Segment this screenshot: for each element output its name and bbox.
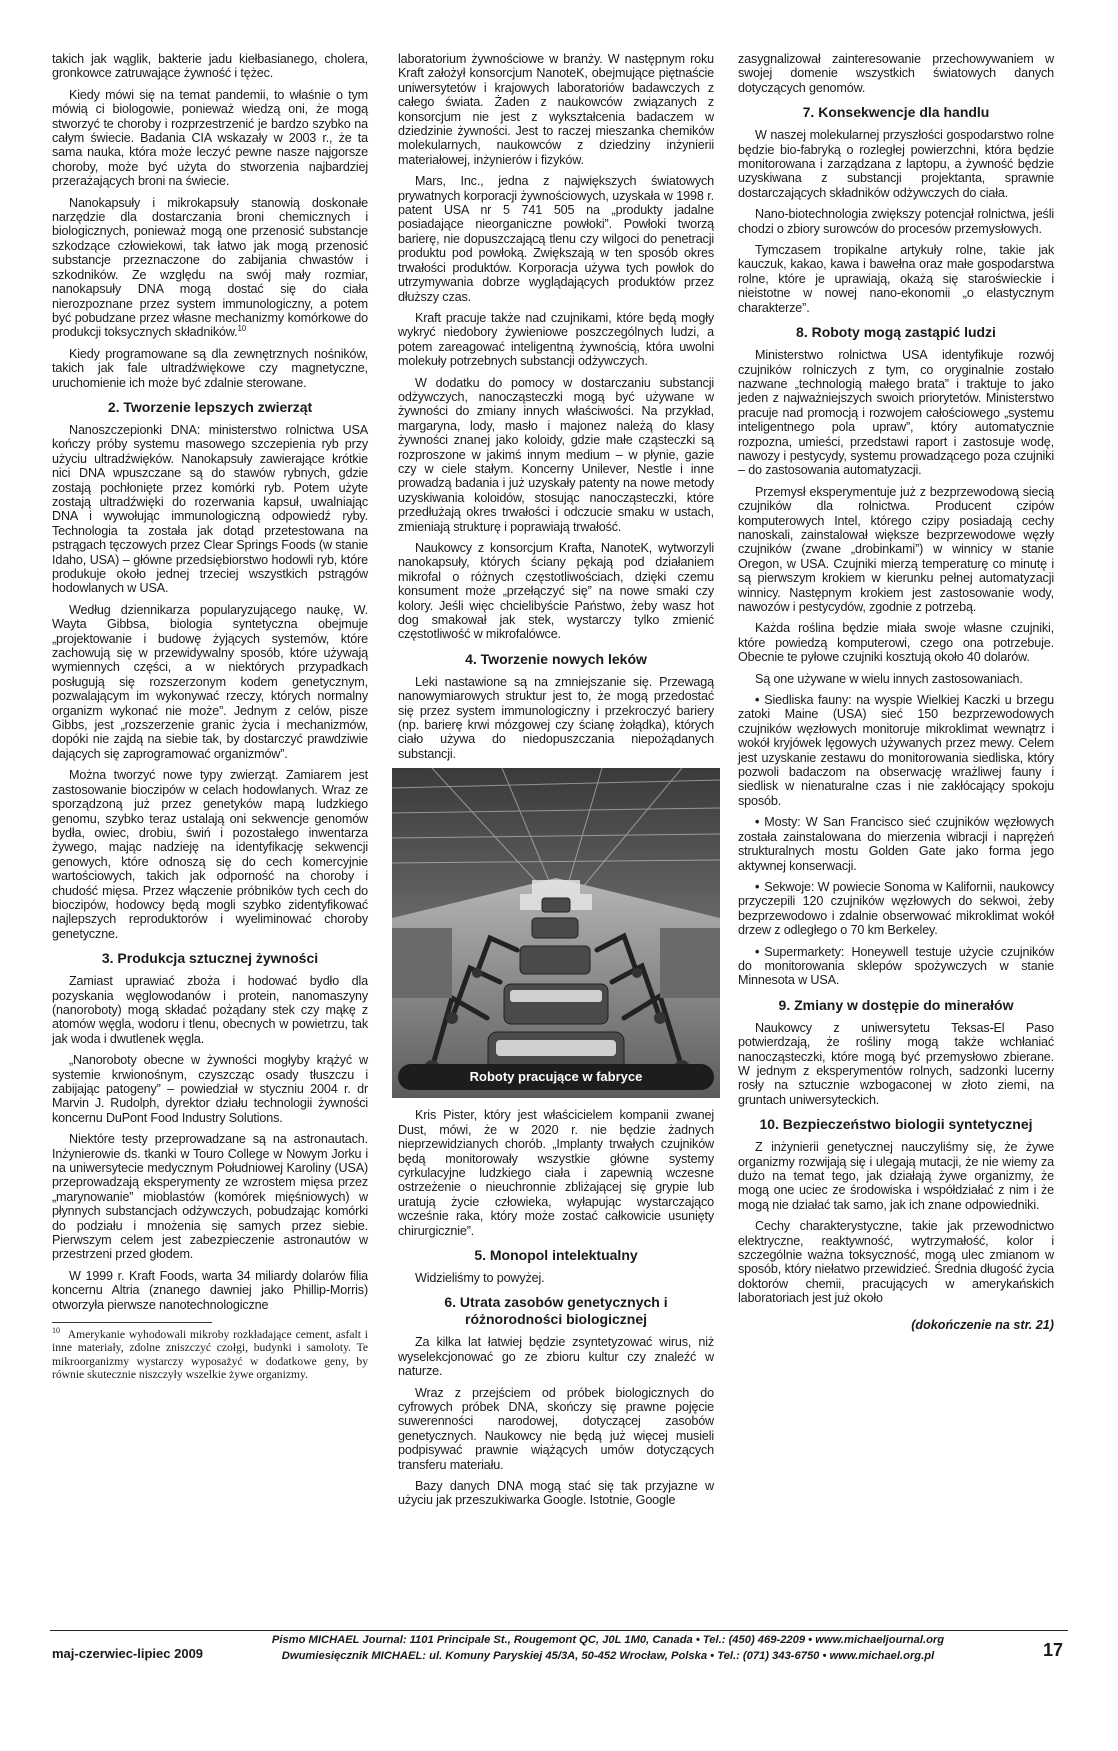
continuation-note: (dokończenie na str. 21): [911, 1317, 1054, 1332]
bullet-item: • Mosty: W San Francisco sieć czujników węzłowych została zainstalowana do mierzenia wibracji i naprężeń strukturalnych mostu Golden Gate jako forma jego aktywnej konserwacji.: [738, 815, 1054, 873]
paragraph: Nanoszczepionki DNA: ministerstwo rolnictwa USA kończy próby systemu masowego szczepienia ryb przy użyciu ultradźwięków. Nanokapsuły zawierające krótkie nici DNA wpuszczane są do stawów rybnych, gdzie zostają pochłonięte przez komórki ryb. Potem użyte zostają ultradźwięki do rozerwania kapsuł, uwalniając DNA i wywołując immunologiczną odpowiedź ryby. Technologia ta została jak dotąd przetestowana na pstrągach tęczowych przez Clear Springs Foods (w stanie Idaho, USA) – główne przedsiębiorstwo hodowli ryb, które produkuje około jednej trzeciej wszystkich pstrągów hodowlanych w USA.: [52, 422, 368, 596]
page-number: 17: [1042, 1640, 1063, 1660]
paragraph: Leki nastawione są na zmniejszanie się. Przewagą nanowymiarowych struktur jest to, że mogą przedostać się przez system immunologiczny i przekroczyć bariery (np. barierę krwi mózgowej czy ścianę żołądka), których ciało używa do niedopuszczania niepożądanych substancji.: [398, 674, 714, 761]
paragraph: Tymczasem tropikalne artykuły rolne, takie jak kauczuk, kakao, kawa i bawełna oraz małe gospodarstwa rolne, które je uprawiają, okażą się staroświeckie i nieistotne w nowej nano-ekonomii „o elastycznym charakterze”.: [738, 243, 1054, 315]
issue-date: maj-czerwiec-lipiec 2009: [52, 1646, 204, 1661]
paragraph: „Nanoroboty obecne w żywności mogłyby krążyć w systemie krwionośnym, czyszcząc osady tłuszczu i zabijając patogeny” – powiedział w styczniu 2004 r. dr Marvin J. Rudolph, dyrektor działu technologii żywności koncernu DuPont Food Industry Solutions.: [52, 1053, 368, 1125]
heading-line: 6. Utrata zasobów genetycznych i: [444, 1294, 668, 1311]
paragraph: Kris Pister, który jest właścicielem kompanii zwanej Dust, mówi, że w 2020 r. nie będzie żadnych nieprzewidzianych chorób. „Implanty trwałych czujników będą monitorowały wszystkie główne systemy cyrkulacyjne ludzkiego ciała i zapewnią wczesne ostrzeżenie o nieuchronnie zbliżającej się grypie lub uratują życie człowieka, wyłapując wystarczająco wcześnie raka, który może zostać całkowicie usunięty chirurgicznie”.: [398, 1108, 714, 1238]
paragraph: Kraft pracuje także nad czujnikami, które będą mogły wykryć niedobory żywieniowe poszczególnych ludzi, a potem zareagować inteligentną żywnością, która uwolni molekuły potrzebnych substancji odżywczych.: [398, 310, 714, 369]
paragraph: zasygnalizował zainteresowanie przechowywaniem w swojej domenie wszystkich światowych danych dotyczących genomów.: [738, 52, 1054, 95]
publisher-line-poland: Dwumiesięcznik MICHAEL: ul. Komuny Paryskiej 45/3A, 50-452 Wrocław, Polska • Tel.: (071) 343-6750 • www.michael.org.pl: [281, 1650, 935, 1662]
paragraph: Niektóre testy przeprowadzane są na astronautach. Inżynierowie ds. tkanki w Touro College w Nowym Jorku i na uniwersytecie medycznym Południowej Karoliny (USA) przeprowadzają eksperymenty ze wzrostem mięsa przez „marynowanie” mioblastów (komórek mięśniowych) w płynnych substancjach odżywczych, pobudzając komórki do podziału i mnożenia się samych przez siebie. Pierwszym celem jest zabezpieczenie astronautów w przestrzeni przed głodem.: [52, 1132, 368, 1262]
column-1: [52, 52, 368, 1381]
section-heading: 10. Bezpieczeństwo biologii syntetycznej: [759, 1116, 1033, 1133]
paragraph: Są one używane w wielu innych zastosowaniach.: [755, 671, 1023, 686]
paragraph: Przemysł eksperymentuje już z bezprzewodową siecią czujników dla rolnictwa. Producent czipów komputerowych Intel, którego czipy posiadają cechy nanoskali, zainstalował większe bezprzewodowe węzły czujników (zwane „drobinkami”) w winnicy w stanie Oregon, w USA. Czujniki mierzą temperaturę co minutę i są pierwszym krokiem w kierunku pełnej automatyzacji winnicy. Następnym krokiem jest zastosowanie wody, nawozów i pestycydów, zgodnie z potrzebą.: [738, 484, 1054, 614]
factory-illustration: [392, 768, 720, 1098]
paragraph: Można tworzyć nowe typy zwierząt. Zamiarem jest zastosowanie bioczipów w celach hodowlanych. Wraz ze sporządzoną już przez genetyków mapą ludzkiego genomu, szybko teraz ustalają oni sekwencje genomów bydła, owiec, drobiu, świń i pozostałego inwentarza żywego, mając nadzieję na identyfikację sekwencji genowych, które odnoszą się do cech komercyjnie wartościowych, takich jak odporność na choroby i chudość mięsa. Przez włączenie próbników tych cech do bioczipów, hodowcy będą mogli szybko zidentyfikować najlepszych reproduktorów i wyeliminować choroby genetyczne.: [52, 768, 368, 941]
publisher-line-canada: Pismo MICHAEL Journal: 1101 Principale St., Rougemont QC, J0L 1M0, Canada • Tel.: (450) 469-2209 • www.michaeljournal.org: [271, 1634, 945, 1646]
paragraph: Za kilka lat łatwiej będzie zsyntetyzować wirus, niż wyselekcjonować go ze zbioru kultur czy znaleźć w naturze.: [398, 1335, 714, 1379]
paragraph: Bazy danych DNA mogą stać się tak przyjazne w użyciu jak przeszukiwarka Google. Istotnie, Google: [398, 1479, 714, 1508]
footnote: [52, 1328, 368, 1381]
paragraph: Zamiast uprawiać zboża i hodować bydło dla pozyskania węglowodanów i protein, nanomaszyny (nanoroboty) mogą składać pożądany stek czy mąkę z atomów węgla, wodoru i tlenu, obecnych w powietrzu, tak jak woda i dwutlenek węgla.: [52, 974, 368, 1046]
photo-caption: Roboty pracujące w fabryce: [398, 1064, 714, 1090]
publisher-info: [238, 1632, 978, 1664]
paragraph: Mars, Inc., jedna z największych światowych prywatnych korporacji żywnościowych, uzyskała w 1998 r. patent USA nr 5 741 505 na „produkty jadalne posiadające nieorganiczne powłoki”. Powłoki tworzą barierę, nie dopuszczającą tlenu czy wilgoci do penetracji produktu pod powłoką. Zwiększają w ten sposób okres trwałości produktów. Korporacja używa tych powłok do utrzymywania dobrze wyglądających produktów przez dłuższy czas.: [398, 174, 714, 304]
footnote-text: Amerykanie wyhodowali mikroby rozkładające cement, asfalt i inne materiały, zdolne zniszczyć czołgi, budynki i samoloty. Te mikroorganizmy wystarczy wyposażyć w dodatkowe geny, by równie skutecznie niszczyły wszelkie żywe organizmy.: [52, 1328, 368, 1381]
factory-robots-photo: [392, 768, 720, 1098]
paragraph: takich jak wąglik, bakterie jadu kiełbasianego, cholera, gronkowce zatruwające żywność i tężec.: [52, 52, 368, 81]
bullet-item: • Sekwoje: W powiecie Sonoma w Kalifornii, naukowcy przyczepili 120 czujników węzłowych do sekwoi, żeby bezprzewodowo i zdalnie obserwować mikroklimat wokół drzew z odległego o 70 km Berkeley.: [738, 880, 1054, 938]
paragraph: Z inżynierii genetycznej nauczyliśmy się, że żywe organizmy rozwijają się i ulegają mutacji, że nie wiemy za dużo na temat tego, jak działają żywe organizmy, że mogą one uciec ze środowiska i współdziałać z nim i że mogą nie działać tak samo, jak ich znane odpowiedniki.: [738, 1140, 1054, 1212]
paragraph: Widzieliśmy to powyżej.: [415, 1270, 545, 1285]
section-heading: 9. Zmiany w dostępie do minerałów: [778, 996, 1014, 1013]
heading-line: różnorodności biologicznej: [465, 1311, 647, 1328]
footnote-reference: 10: [237, 324, 247, 334]
section-heading: [398, 1294, 714, 1328]
paragraph: Nano-biotechnologia zwiększy potencjał rolnictwa, jeśli chodzi o zbiory surowców do procesów przemysłowych.: [738, 207, 1054, 236]
column-2: [398, 52, 714, 1515]
footnote-number: 10: [52, 1326, 60, 1336]
paragraph: Naukowcy z konsorcjum Krafta, NanoteK, wytworzyli nanokapsuły, których ściany pękają pod działaniem mikrofal o różnych częstotliwościach, dzięki czemu konsument może „przełączyć się” na nowe smaki czy kolory. Jeśli więc chcielibyście Państwo, żeby wasz hot dog smakował jak stek, wystarczy tylko zmienić częstotliwość w mikrofalówce.: [398, 541, 714, 642]
section-heading: 2. Tworzenie lepszych zwierząt: [107, 398, 313, 415]
paragraph: laboratorium żywnościowe w branży. W następnym roku Kraft założył konsorcjum NanoteK, obejmujące piętnaście uniwersytetów i krajowych laboratoriów badawczych z całego świata. Żaden z naukowców związanych z konsorcjum nie jest z wykształcenia badaczem w dziedzinie żywności. Jest to raczej mieszanka chemików molekularnych, naukowców z dziedziny inżynierii materiałowej, inżynierów i fizyków.: [398, 52, 714, 167]
paragraph: Kiedy mówi się na temat pandemii, to właśnie o tym mówią ci biologowie, ponieważ wiedzą oni, że mogą stworzyć te choroby i rozprzestrzenić je bardzo szybko na całym świecie. Badania CIA wskazały w 2003 r., że ta sama nauka, która może leczyć pewne nasze najgorsze choroby, może być użyta do stworzenia najbardziej przerażających broni na świecie.: [52, 87, 368, 189]
paragraph: Każda roślina będzie miała swoje własne czujniki, które powiedzą komputerowi, czego ona potrzebuje. Obecnie te pyłowe czujniki kosztują około 40 dolarów.: [738, 621, 1054, 665]
paragraph: Ministerstwo rolnictwa USA identyfikuje rozwój czujników rolniczych z tym, co oryginalnie zostało nazwane „technologią małego brata” i traktuje to jako jeden z najważniejszych swoich priorytetów. Ministerstwo pracuje nad promocją i rozwojem całościowego „systemu inteligentnego pola upraw”, który automatycznie rozpozna, umieści, przedstawi raport i zastosuje wodę, nawozy i pestycydy, systemu prowadzącego poza czujniki – do zastosowania automatyzacji.: [738, 348, 1054, 478]
column-3: [738, 52, 1054, 1332]
paragraph-text: Nanokapsuły i mikrokapsuły stanowią doskonałe narzędzie dla dostarczania broni chemicznych i biologicznych, ponieważ mogą one przenosić substancje szkodzące człowiekowi, tak łatwo jak mogą przenosić substancje przeznaczone do zabijania chwastów i szkodników. Ze względu na swój mały rozmiar, nanokapsuły DNA mogą dostać się do ciała nierozpoznane przez system immunologiczny, a potem być pobudzane przez własne mechanizmy komórkowe do produkcji toksycznych składników.: [52, 195, 368, 340]
bullet-item: • Siedliska fauny: na wyspie Wielkiej Kaczki u brzegu zatoki Maine (USA) sieć 150 bezprzewodowych czujników węzłowych monitoruje mikroklimat wewnątrz i wokół kryjówek lęgowych używanych przez mewy. Celem jest uzyskanie zestawu do monitorowania siedliska, który pozwoli badaczom na obserwację wrażliwej fauny i siedlisk w nienaturalne czas i nie zakłócający spokoju sposób.: [738, 693, 1054, 808]
paragraph: Cechy charakterystyczne, takie jak przewodnictwo elektryczne, reaktywność, wytrzymałość, kolor i szczególnie ważna toksyczność, mogą ulec zmianom w sposób, który niełatwo przewidzieć. Średnia długość życia doktorów chemii, pracujących w amerykańskich laboratoriach jest już około: [738, 1219, 1054, 1306]
paragraph: Kiedy programowane są dla zewnętrznych nośników, takich jak fale ultradźwiękowe czy magnetyczne, uruchomienie ich może być zdalnie sterowane.: [52, 346, 368, 390]
paragraph: Wraz z przejściem od próbek biologicznych do cyfrowych próbek DNA, skończy się prawne pojęcie suwerenności narodowej, dotyczącej zasobów genetycznych. Naukowcy nie będą już więcej musieli podpisywać prawnie wiążących umów dotyczących transferu materiału.: [398, 1385, 714, 1472]
footnote-divider: [52, 1322, 212, 1323]
section-heading: 7. Konsekwencje dla handlu: [802, 104, 990, 121]
section-heading: 8. Roboty mogą zastąpić ludzi: [796, 324, 996, 341]
paragraph: W naszej molekularnej przyszłości gospodarstwo rolne będzie bio-fabryką o rozległej powierzchni, która będzie monitorowana i zarządzana z laptopu, a żywność będzie uzyskiwana z substancji projektanta, sprawnie dostarczających składników odżywczych do ciała.: [738, 128, 1054, 200]
paragraph: W dodatku do pomocy w dostarczaniu substancji odżywczych, nanocząsteczki mogą być używane w żywności do zmiany innych właściwości. Na przykład, margaryna, lody, masło i majonez należą do klasy żywności znanej jako koloidy, gdzie małe cząsteczki są rozproszone w jakimś innym medium – w płynie, gazie czy w ciele stałym. Koncerny Unilever, Nestle i inne prowadzą badania i już uzyskały patenty na nowe metody uzyskiwania koloidów, stosując nanocząsteczki, które przedłużają okres trwałości i odczucie smaku w ustach, zmieniają strukturę i poprawiają trwałość.: [398, 375, 714, 534]
footer-divider: [50, 1630, 1068, 1631]
section-heading: 3. Produkcja sztucznej żywności: [101, 950, 319, 967]
bullet-item: • Supermarkety: Honeywell testuje użycie czujników do monitorowania sklepów spożywczych w stanie Minnesota w USA.: [738, 945, 1054, 988]
section-heading: 4. Tworzenie nowych leków: [465, 650, 647, 667]
paragraph: Według dziennikarza popularyzującego naukę, W. Wayta Gibbsa, biologia syntetyczna obejmuje „projektowanie i budowę żyjących systemów, które zachowują się w przewidywalny sposób, które używają wymiennych części, a w niektórych przypadkach posługują się rozszerzonym kodem genetycznym, pozwalającym im wykonywać rzeczy, których normalny organizm wykonać nie może”. Jednym z celów, pisze Gibbs, jest „rozszerzenie granic życia i mechanizmów, dopóki nie zajdą na siebie tak, by dostarczyć prawdziwie dających się zaprogramować organizmów”.: [52, 602, 368, 761]
paragraph: Naukowcy z uniwersytetu Teksas-El Paso potwierdzają, że rośliny mogą także wchłaniać nanocząsteczki, które mogą być przemysłowo zbierane. W jednym z eksperymentów rolnych, sadzonki lucerny rosły na sztucznie wzbogaconej w złoto ziemi, na gruntach uniwersyteckich.: [738, 1020, 1054, 1107]
section-heading: 5. Monopol intelektualny: [474, 1246, 638, 1263]
paragraph-with-footnote-ref: [52, 196, 368, 340]
paragraph: W 1999 r. Kraft Foods, warta 34 miliardy dolarów filia koncernu Altria (znanego dawniej jako Phillip-Morris) otworzyła pierwsze nanotechnologiczne: [52, 1268, 368, 1312]
